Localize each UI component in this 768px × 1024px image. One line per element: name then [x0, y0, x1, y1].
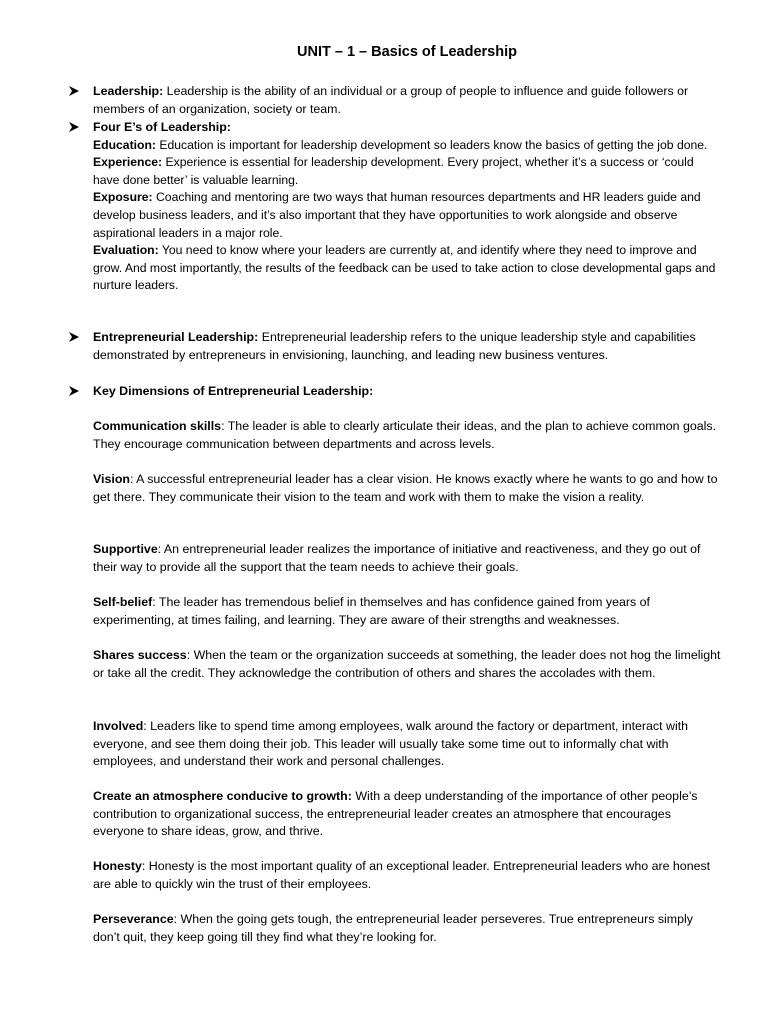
dimension-item [93, 911, 723, 946]
section-heading: Four E’s of Leadership: [93, 120, 231, 134]
four-e-item [93, 137, 723, 155]
arrow-bullet-icon [68, 331, 80, 343]
arrow-bullet-icon [68, 385, 80, 397]
four-e-item [93, 154, 723, 189]
item-text: : When the going gets tough, the entrepreneurial leader perseveres. True entrepreneurs simply don’t quit, they keep going till they find what they’re looking for. [93, 912, 693, 944]
four-e-item [93, 189, 723, 242]
four-es-section [93, 119, 723, 295]
term: Evaluation: [93, 243, 159, 258]
item-text: Experience is essential for leadership development. Every project, whether it’s a success or ‘could have done better’ is valuable learning. [93, 155, 694, 187]
dimension-item [93, 718, 723, 771]
term: Honesty [93, 859, 142, 873]
term: Entrepreneurial Leadership: [93, 330, 259, 344]
term: Experience: [93, 155, 163, 170]
item-text: : The leader has tremendous belief in themselves and has confidence gained from years of experimenting, at times failing, and learning. They are aware of their strengths and weaknesses. [93, 595, 650, 627]
term: Education: [93, 137, 156, 152]
item-text: With a deep understanding of the importance of other people’s contribution to organizational success, the entrepreneurial leader creates an atmosphere that encourages everyone to share ideas, grow, and thrive. [93, 789, 698, 839]
item-text: : The leader is able to clearly articulate their ideas, and the plan to achieve common goals. They encourage communication between departments and across levels. [93, 419, 717, 451]
dimension-item [93, 541, 723, 576]
arrow-bullet-icon [68, 85, 80, 97]
term: Create an atmosphere conducive to growth: [93, 789, 352, 803]
term: Shares success [93, 648, 187, 662]
entrepreneurial-leadership-definition [93, 329, 723, 364]
term: Supportive [93, 542, 158, 556]
dimension-item [93, 594, 723, 629]
item-text: : Leaders like to spend time among employees, walk around the factory or department, interact with everyone, and see them doing their job. This leader will usually take some time out to informally chat with employees, and understand their work and personal challenges. [93, 719, 689, 769]
dimension-item [93, 788, 723, 841]
item-text: : Honesty is the most important quality of an exceptional leader. Entrepreneurial leaders who are honest are able to quickly win the trust of their employees. [93, 859, 711, 891]
definition-text: Leadership is the ability of an individual or a group of people to influence and guide followers or members of an organization, society or team. [93, 84, 689, 116]
item-text: : When the team or the organization succeeds at something, the leader does not hog the limelight or take all the credit. They acknowledge the contribution of others and shares the accolades with them. [93, 648, 721, 680]
item-text: Coaching and mentoring are two ways that human resources departments and HR leaders guide and develop business leaders, and it’s also important that they have opportunities to work alongside and observe aspirational leaders in a major role. [93, 190, 701, 240]
leadership-definition [93, 83, 723, 118]
page-title: UNIT – 1 – Basics of Leadership [297, 44, 517, 60]
key-dimensions-heading-block [93, 383, 723, 401]
dimension-item [93, 471, 723, 506]
term: Exposure: [93, 190, 153, 205]
term: Leadership: [93, 84, 164, 98]
arrow-bullet-icon [68, 121, 80, 133]
item-text: : An entrepreneurial leader realizes the importance of initiative and reactiveness, and they go out of their way to provide all the support that the team needs to achieve their goals. [93, 542, 701, 574]
item-text: You need to know where your leaders are currently at, and identify where they need to improve and grow. And most importantly, the results of the feedback can be used to take action to close developmental gaps and nurture leaders. [93, 243, 716, 293]
definition-text: Entrepreneurial leadership refers to the unique leadership style and capabilities demonstrated by entrepreneurs in envisioning, launching, and leading new business ventures. [93, 330, 696, 362]
dimension-item [93, 647, 723, 682]
term: Perseverance [93, 912, 174, 926]
term: Communication skills [93, 419, 222, 433]
dimension-item [93, 858, 723, 893]
four-e-item [93, 242, 723, 295]
term: Vision [93, 472, 130, 486]
dimension-item [93, 418, 723, 453]
item-text: : A successful entrepreneurial leader has a clear vision. He knows exactly where he wants to go and how to get there. They communicate their vision to the team and work with them to make the vision a reality. [93, 472, 718, 504]
term: Self-belief [93, 595, 153, 609]
item-text: Education is important for leadership development so leaders know the basics of getting the job done. [155, 137, 708, 152]
term: Involved [93, 719, 144, 733]
section-heading: Key Dimensions of Entrepreneurial Leadership: [93, 384, 374, 398]
